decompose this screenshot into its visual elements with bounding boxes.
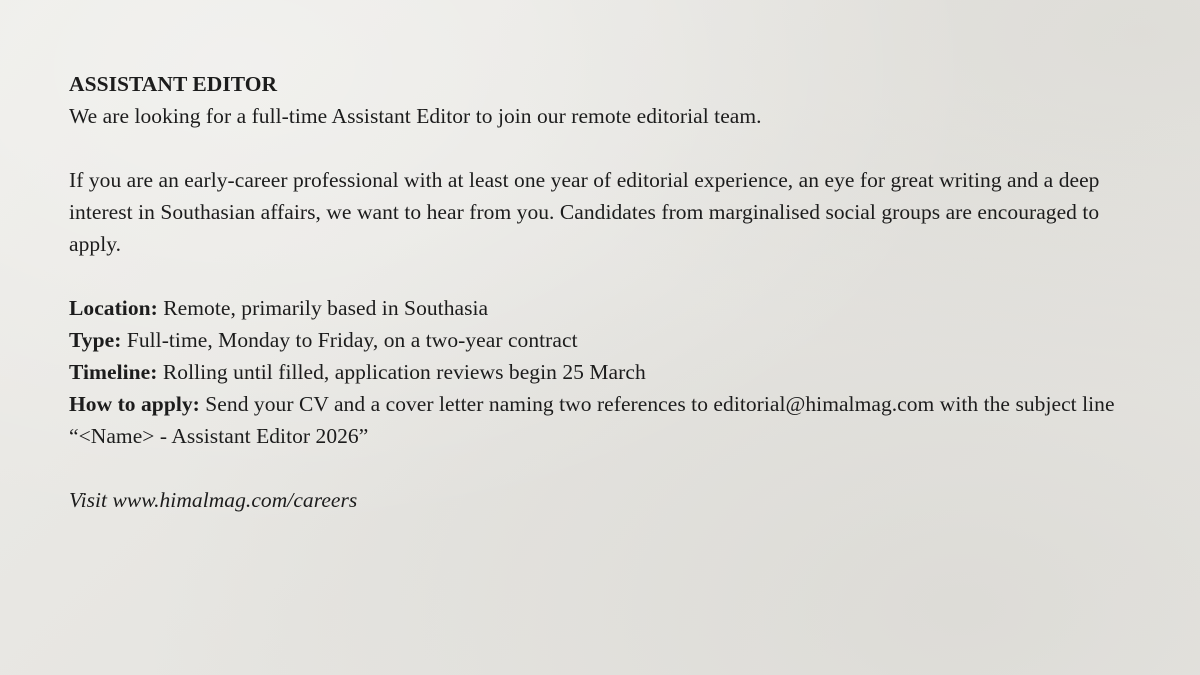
how-to-apply-label: How to apply:	[69, 392, 200, 416]
type-value: Full-time, Monday to Friday, on a two-year contract	[126, 328, 578, 352]
type-label: Type:	[69, 328, 122, 352]
spacer	[69, 452, 1139, 484]
job-title: ASSISTANT EDITOR	[69, 72, 278, 96]
how-to-apply-value: Send your CV and a cover letter naming two references to editorial@himalmag.com with the subject line “<Name> - Assistant Editor 2026”	[69, 392, 1115, 448]
timeline-value: Rolling until filled, application reviews begin 25 March	[162, 360, 646, 384]
detail-type	[69, 324, 1139, 356]
spacer	[69, 260, 1139, 292]
intro-text: We are looking for a full-time Assistant Editor to join our remote editorial team.	[69, 104, 762, 128]
location-value: Remote, primarily based in Southasia	[163, 296, 489, 320]
detail-timeline	[69, 356, 1139, 388]
detail-location	[69, 292, 1139, 324]
description-text: If you are an early-career professional with at least one year of editorial experience, an eye for great writing and a deep interest in Southasian affairs, we want to hear from you. Candidates from marginalised social groups are encouraged to apply.	[69, 168, 1100, 256]
spacer	[69, 132, 1139, 164]
timeline-label: Timeline:	[69, 360, 158, 384]
careers-link-text: Visit www.himalmag.com/careers	[69, 488, 358, 512]
job-posting-content	[69, 68, 1139, 516]
detail-how-to-apply	[69, 388, 1139, 452]
location-label: Location:	[69, 296, 158, 320]
